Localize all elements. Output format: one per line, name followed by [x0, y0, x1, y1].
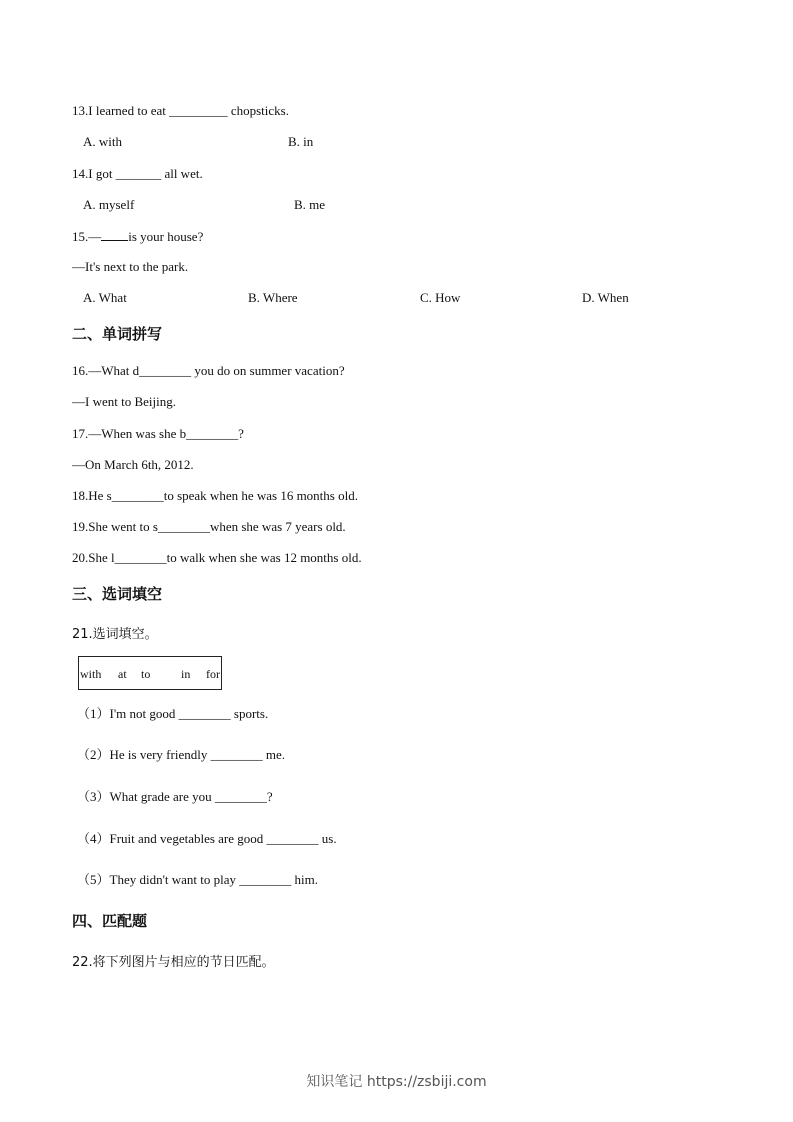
word-bank-word: in — [181, 667, 191, 681]
word-bank-word: for — [206, 667, 220, 681]
section-2-heading: 二、单词拼写 — [72, 325, 163, 343]
question-22-intro: 22.将下列图片与相应的节日匹配。 — [72, 955, 275, 970]
question-21-intro: 21.选词填空。 — [72, 627, 158, 642]
question-13-stem: 13.I learned to eat _________ chopsticks. — [72, 103, 289, 118]
question-15-reply: —It's next to the park. — [72, 259, 189, 274]
word-bank-word: to — [141, 667, 151, 681]
question-14-stem: 14.I got _______ all wet. — [72, 166, 203, 181]
question-15-stem — [72, 228, 203, 245]
word-bank-box — [78, 656, 222, 690]
section-3-heading: 三、选词填空 — [72, 585, 163, 603]
question-14-option-a: A. myself — [83, 197, 135, 212]
question-21-item: （4）Fruit and vegetables are good ________ us. — [77, 831, 337, 846]
question-15-stem-before: 15.— — [72, 229, 102, 244]
question-13-option-b: B. in — [288, 134, 314, 149]
footer-watermark: 知识笔记 https://zsbiji.com — [306, 1074, 487, 1090]
question-13-option-a: A. with — [83, 134, 122, 149]
section-4-heading: 四、匹配题 — [72, 912, 148, 930]
section-2-line: —I went to Beijing. — [72, 394, 176, 409]
question-14-option-b: B. me — [294, 197, 326, 212]
question-15-option-a: A. What — [83, 290, 127, 305]
question-21-item: （5）They didn't want to play ________ him. — [77, 872, 319, 887]
question-21-item: （2）He is very friendly ________ me. — [77, 747, 285, 762]
word-bank-word: with — [80, 667, 102, 681]
question-15-option-d: D. When — [582, 290, 629, 305]
section-2-line: 18.He s________to speak when he was 16 months old. — [72, 488, 358, 503]
question-15-option-c: C. How — [420, 290, 461, 305]
question-15-option-b: B. Where — [248, 290, 298, 305]
section-2-line: —On March 6th, 2012. — [72, 457, 194, 472]
section-2-line: 17.—When was she b________? — [72, 426, 244, 441]
question-21-item: （3）What grade are you ________? — [77, 789, 273, 804]
question-21-item: （1）I'm not good ________ sports. — [77, 706, 269, 721]
question-15-blank — [101, 228, 128, 241]
section-2-line: 19.She went to s________when she was 7 years old. — [72, 519, 346, 534]
section-2-line: 16.—What d________ you do on summer vacation? — [72, 363, 345, 378]
section-2-line: 20.She l________to walk when she was 12 months old. — [72, 550, 362, 565]
question-15-stem-after: is your house? — [128, 229, 204, 244]
word-bank-word: at — [118, 667, 127, 681]
